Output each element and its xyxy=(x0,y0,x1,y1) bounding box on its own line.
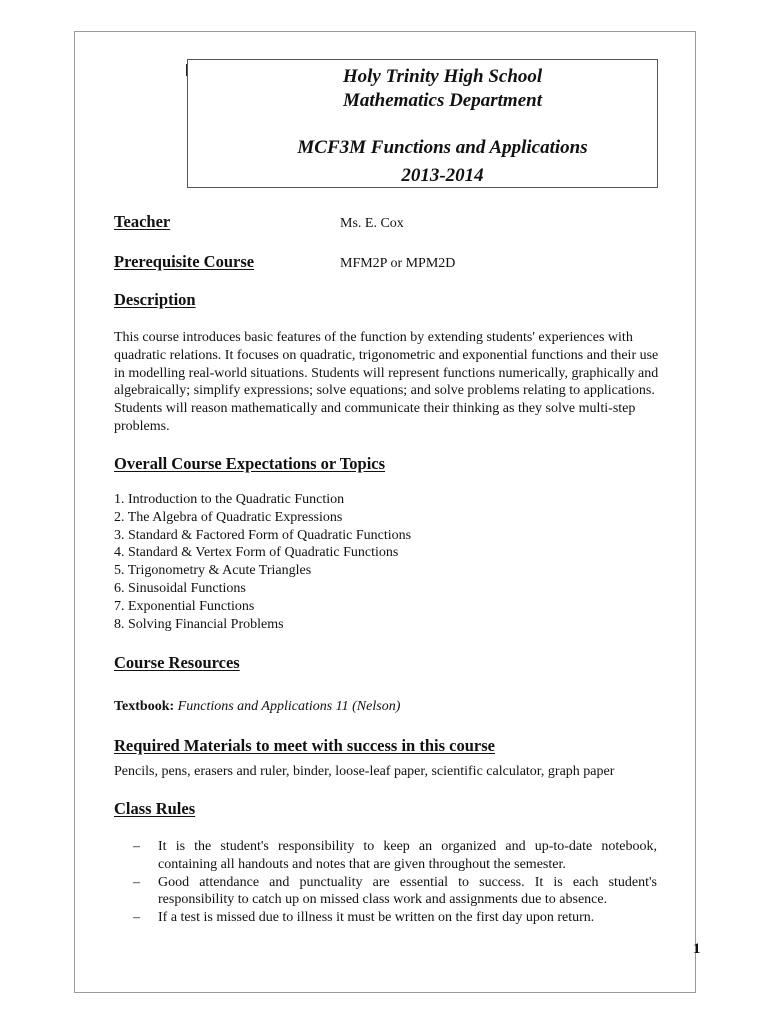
topic-list xyxy=(114,491,411,633)
topic-item: 4. Standard & Vertex Form of Quadratic Functions xyxy=(114,545,399,561)
school-year: 2013-2014 xyxy=(401,165,484,186)
materials-heading: Required Materials to meet with success in this course xyxy=(114,736,495,755)
rule-item xyxy=(130,838,657,874)
rule-text: Good attendance and punctuality are essential to success. It is each student's responsibility to catch up on missed class work and assignments due to absence. xyxy=(158,874,657,908)
rule-item xyxy=(130,909,657,927)
rules-list xyxy=(130,838,657,927)
resources-heading: Course Resources xyxy=(114,653,240,672)
textbook-title: Functions and Applications 11 (Nelson) xyxy=(177,699,401,714)
school-name: Holy Trinity High School xyxy=(342,66,543,87)
rule-item xyxy=(130,874,657,910)
textbook-line xyxy=(114,699,400,715)
course-title: MCF3M Functions and Applications xyxy=(297,137,588,158)
rule-text: If a test is missed due to illness it must be written on the first day upon return. xyxy=(158,910,595,926)
topic-item: 3. Standard & Factored Form of Quadratic Functions xyxy=(114,527,412,543)
topic-item: 1. Introduction to the Quadratic Function xyxy=(114,492,345,507)
dash-bullet: – xyxy=(133,874,140,890)
topic-item: 8. Solving Financial Problems xyxy=(114,616,284,632)
rules-heading: Class Rules xyxy=(114,799,196,818)
department-name: Mathematics Department xyxy=(343,90,542,111)
topic-item: 6. Sinusoidal Functions xyxy=(114,580,246,596)
dash-bullet: – xyxy=(133,839,140,854)
rule-text: It is the student's responsibility to keep an organized and up-to-date notebook, containing all handouts and notes that are given throughout the semester. xyxy=(158,839,657,872)
teacher-label: Teacher xyxy=(114,212,171,231)
description-heading: Description xyxy=(114,290,196,309)
dash-bullet: – xyxy=(133,910,140,926)
textbook-label: Textbook: xyxy=(114,699,175,714)
topic-item: 5. Trigonometry & Acute Triangles xyxy=(114,563,312,579)
description-text: This course introduces basic features of the function by extending students' experiences with quadratic relations. It focuses on quadratic, trigonometric and exponential functions and their use in modelling real-world situations. Students will represent functions numerically, graphically and algebraically; simplify expressions; solve equations; and solve problems relating to applications. Students will reason mathematically and communicate their thinking as they solve multi-step problems. xyxy=(114,330,659,434)
expectations-heading: Overall Course Expectations or Topics xyxy=(114,454,386,473)
prerequisite-label: Prerequisite Course xyxy=(114,252,255,271)
page-number: 1 xyxy=(693,941,701,957)
teacher-value: Ms. E. Cox xyxy=(340,216,404,231)
header-box xyxy=(187,59,658,188)
prerequisite-value: MFM2P or MPM2D xyxy=(340,256,456,271)
materials-text: Pencils, pens, erasers and ruler, binder, loose-leaf paper, scientific calculator, graph paper xyxy=(114,764,615,779)
topic-item: 7. Exponential Functions xyxy=(114,598,255,614)
topic-item: 2. The Algebra of Quadratic Expressions xyxy=(114,509,343,525)
